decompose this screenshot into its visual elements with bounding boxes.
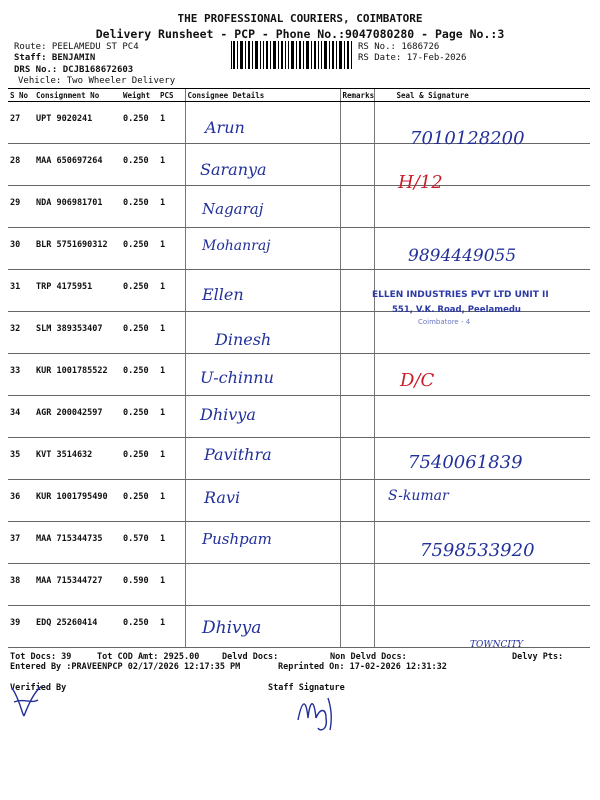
cell-sno: 36: [8, 480, 34, 522]
company-stamp-line1: ELLEN INDUSTRIES PVT LTD UNIT II: [372, 290, 549, 300]
table-row: [8, 312, 590, 354]
staff-signature-icon: [292, 690, 342, 734]
seal-handwriting: D/C: [400, 370, 435, 391]
cell-consignment-no: KUR 1001785522: [34, 354, 121, 396]
consignee-handwriting: Mohanraj: [202, 238, 271, 254]
col-sno: S No: [8, 89, 34, 102]
cell-sno: 31: [8, 270, 34, 312]
cell-consignment-no: UPT 9020241: [34, 102, 121, 144]
cell-pcs: 1: [158, 564, 185, 606]
seal-handwriting: 7540061839: [408, 452, 523, 473]
cell-consignment-no: KUR 1001795490: [34, 480, 121, 522]
entered-by: Entered By :PRAVEENPCP 02/17/2026 12:17:35 PM: [10, 662, 241, 672]
table-header-row: [8, 89, 590, 102]
seal-handwriting: H/12: [398, 172, 443, 193]
runsheet-subtitle: Delivery Runsheet - PCP - Phone No.:9047080280 - Page No.:3: [95, 27, 505, 41]
cell-weight: 0.250: [121, 480, 158, 522]
consignee-handwriting: Ravi: [204, 488, 241, 507]
cell-sno: 34: [8, 396, 34, 438]
cell-remarks: [340, 396, 374, 438]
cell-remarks: [340, 144, 374, 186]
table-row: [8, 480, 590, 522]
cell-consignment-no: MAA 715344727: [34, 564, 121, 606]
cell-remarks: [340, 270, 374, 312]
cell-consignment-no: AGR 200042597: [34, 396, 121, 438]
consignee-handwriting: Pavithra: [204, 445, 272, 464]
cell-sno: 30: [8, 228, 34, 270]
cell-remarks: [340, 228, 374, 270]
cell-pcs: 1: [158, 396, 185, 438]
cell-pcs: 1: [158, 270, 185, 312]
table-row: [8, 144, 590, 186]
cell-pcs: 1: [158, 354, 185, 396]
cell-sno: 28: [8, 144, 34, 186]
cell-weight: 0.250: [121, 396, 158, 438]
cell-sno: 32: [8, 312, 34, 354]
verifier-signature-icon: [8, 680, 48, 720]
company-title: THE PROFESSIONAL COURIERS, COIMBATORE: [177, 12, 423, 25]
vehicle-text: Vehicle: Two Wheeler Delivery: [18, 76, 176, 86]
cell-remarks: [340, 564, 374, 606]
cell-remarks: [340, 354, 374, 396]
cell-weight: 0.590: [121, 564, 158, 606]
seal-handwriting: S-kumar: [388, 488, 449, 504]
rs-date: RS Date: 17-Feb-2026: [358, 53, 467, 63]
delivered-docs: Delvd Docs:: [222, 652, 279, 662]
col-pcs: PCS: [158, 89, 185, 102]
total-cod: Tot COD Amt: 2925.00: [97, 652, 200, 662]
table-body: [8, 102, 590, 648]
consignee-handwriting: Saranya: [200, 160, 267, 179]
cell-sno: 38: [8, 564, 34, 606]
col-seal: Seal & Signature: [374, 89, 590, 102]
cell-pcs: 1: [158, 606, 185, 648]
seal-handwriting: 7598533920: [420, 540, 535, 561]
cell-pcs: 1: [158, 228, 185, 270]
cell-consignee: [185, 564, 340, 606]
cell-consignment-no: BLR 5751690312: [34, 228, 121, 270]
cell-pcs: 1: [158, 102, 185, 144]
seal-handwriting: TOWNCITY: [470, 640, 523, 650]
cell-consignment-no: MAA 650697264: [34, 144, 121, 186]
cell-sno: 33: [8, 354, 34, 396]
cell-weight: 0.250: [121, 228, 158, 270]
cell-sno: 29: [8, 186, 34, 228]
runsheet-table: [8, 88, 590, 648]
consignee-handwriting: Nagaraj: [202, 200, 264, 218]
cell-sno: 39: [8, 606, 34, 648]
table-row: [8, 354, 590, 396]
cell-weight: 0.250: [121, 438, 158, 480]
col-weight: Weight: [121, 89, 158, 102]
consignee-handwriting: U-chinnu: [200, 368, 274, 387]
cell-consignment-no: NDA 906981701: [34, 186, 121, 228]
company-stamp-line2: 551, V.K. Road, Peelamedu: [392, 305, 521, 315]
seal-handwriting: 7010128200: [410, 128, 525, 149]
cell-weight: 0.250: [121, 606, 158, 648]
reprinted-on: Reprinted On: 17-02-2026 12:31:32: [278, 662, 447, 672]
delivery-points: Delvy Pts:: [512, 652, 564, 662]
cell-pcs: 1: [158, 522, 185, 564]
barcode-image: [230, 41, 354, 69]
consignee-handwriting: Ellen: [202, 285, 244, 304]
staff-signature-label: Staff Signature: [268, 683, 345, 693]
cell-consignment-no: MAA 715344735: [34, 522, 121, 564]
cell-pcs: 1: [158, 312, 185, 354]
cell-weight: 0.250: [121, 186, 158, 228]
col-consignee: Consignee Details: [185, 89, 340, 102]
cell-seal: [374, 312, 590, 354]
cell-weight: 0.250: [121, 102, 158, 144]
drs-number: DRS No.: DCJB168672603: [14, 65, 134, 75]
staff-text: Staff: BENJAMIN: [14, 53, 96, 63]
route-text: Route: PEELAMEDU ST PC4: [14, 42, 139, 52]
cell-pcs: 1: [158, 186, 185, 228]
cell-weight: 0.570: [121, 522, 158, 564]
cell-remarks: [340, 312, 374, 354]
non-delivered-docs: Non Delvd Docs:: [330, 652, 407, 662]
consignee-handwriting: Pushpam: [202, 530, 272, 548]
cell-sno: 35: [8, 438, 34, 480]
cell-remarks: [340, 606, 374, 648]
rs-number: RS No.: 1686726: [358, 42, 440, 52]
cell-sno: 27: [8, 102, 34, 144]
company-stamp-line3: Coimbatore - 4: [418, 318, 471, 326]
cell-weight: 0.250: [121, 144, 158, 186]
consignee-handwriting: Dhivya: [202, 618, 262, 638]
cell-weight: 0.250: [121, 312, 158, 354]
cell-seal: [374, 396, 590, 438]
consignee-handwriting: Arun: [205, 118, 245, 137]
cell-consignment-no: TRP 4175951: [34, 270, 121, 312]
cell-remarks: [340, 480, 374, 522]
table-row: [8, 564, 590, 606]
cell-consignment-no: SLM 389353407: [34, 312, 121, 354]
cell-weight: 0.250: [121, 354, 158, 396]
verified-by-label: Verified By: [10, 683, 67, 693]
col-consignment: Consignment No: [34, 89, 121, 102]
cell-weight: 0.250: [121, 270, 158, 312]
cell-remarks: [340, 438, 374, 480]
total-docs: Tot Docs: 39: [10, 652, 72, 662]
cell-pcs: 1: [158, 438, 185, 480]
cell-seal: [374, 564, 590, 606]
cell-remarks: [340, 102, 374, 144]
cell-remarks: [340, 522, 374, 564]
cell-consignment-no: EDQ 25260414: [34, 606, 121, 648]
table-row: [8, 186, 590, 228]
table-row: [8, 396, 590, 438]
cell-sno: 37: [8, 522, 34, 564]
cell-consignment-no: KVT 3514632: [34, 438, 121, 480]
col-remarks: Remarks: [340, 89, 374, 102]
consignee-handwriting: Dhivya: [200, 405, 256, 424]
cell-remarks: [340, 186, 374, 228]
seal-handwriting: 9894449055: [408, 246, 517, 266]
cell-pcs: 1: [158, 480, 185, 522]
cell-pcs: 1: [158, 144, 185, 186]
consignee-handwriting: Dinesh: [215, 330, 272, 349]
